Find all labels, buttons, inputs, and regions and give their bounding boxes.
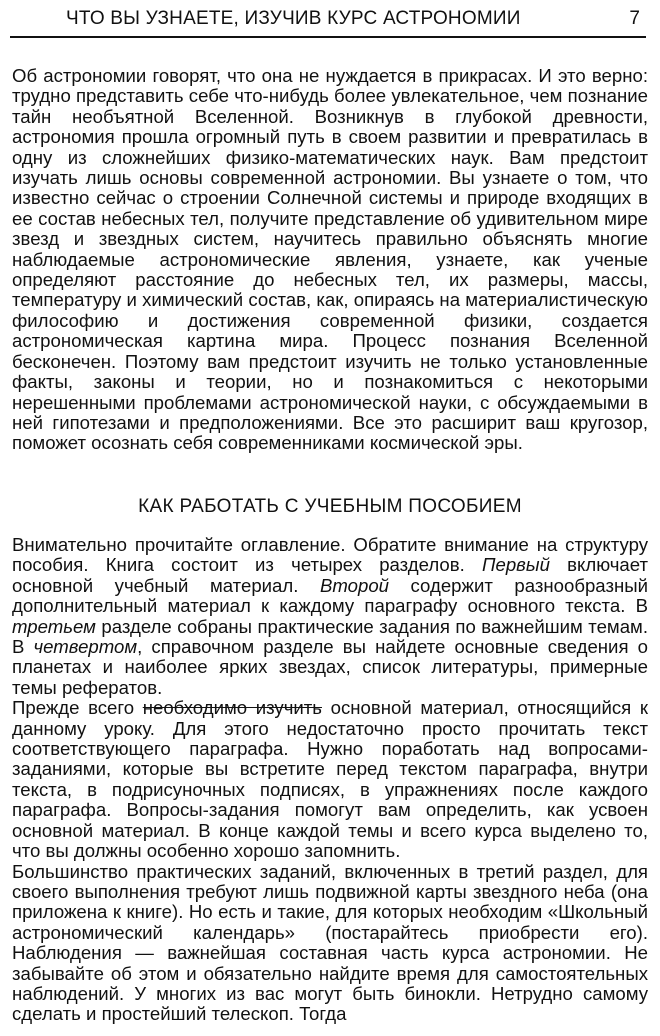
emphasis-third: третьем [12,615,96,637]
running-header [10,0,646,38]
paragraph-study-material [12,698,648,861]
emphasis-second: Второй [319,574,389,596]
emphasis-fourth: четвертом [33,636,138,658]
text-run: Прежде всего [12,697,143,719]
text-run: , справочном разделе вы найдете основные сведения о планетах и наиболее ярких звездах, список литературы, примерные темы рефератов. [12,636,648,698]
text-run: Внимательно прочитайте оглавление. Обратите внимание на структуру пособия. Книга состоит из четырех разделов. [12,534,648,576]
intro-paragraph: Об астрономии говорят, что она не нуждается в прикрасах. И это верно: трудно представить себе что-нибудь более увлекательное, чем познание тайн необъятной Вселенной. Возникнув в глубокой древности, астрономия прошла огромный путь в своем развитии и превратилась в одну из сложнейших физико-математических наук. Вам предстоит изучать лишь основы современной астрономии. Вы узнаете о том, что известно сейчас о строении Солнечной системы и природе входящих в ее состав небесных тел, получите представление об удивительном мире звезд и звездных систем, научитесь правильно объяснять многие наблюдаемые астрономические явления, узнаете, как ученые определяют расстояние до небесных тел, их размеры, массы, температуру и химический состав, как, опираясь на материалистическую философию и достижения современной физики, создается астрономическая картина мира. Процесс познания Вселенной бесконечен. Поэтому вам предстоит изучить не только установленные факты, законы и теории, но и познакомиться с некоторыми нерешенными проблемами астрономической науки, с обсуждаемыми в ней гипотезами и предположениями. Все это расширит ваш кругозор, поможет осознать себя современниками космической эры. [12,65,648,454]
emphasis-first: Первый [482,554,550,576]
paragraph-practical-tasks: Большинство практических заданий, включенных в третий раздел, для своего выполнения требуют лишь подвижной карты звездного неба (она приложена к книге). Но есть и такие, для которых необходим «Школьный астрономический календарь» (постарайтесь приобрести его). Наблюдения — важнейшая составная часть курса астрономии. Не забывайте об этом и обязательно найдите время для самостоятельных наблюдений. У многих из вас могут быть бинокли. Нетрудно самому сделать и простейший телескоп. Тогда [12,860,648,1025]
running-title: ЧТО ВЫ УЗНАЕТЕ, ИЗУЧИВ КУРС АСТРОНОМИИ [66,8,521,29]
text-run: основной материал, относящийся к данному уроку. Для этого недостаточно просто прочитать текст соответствующего параграфа. Нужно поработать над вопросами-заданиями, которые вы встретите перед текстом параграфа, внутри текста, в подрисуночных подписях, в упражнениях после каждого параграфа. Вопросы-задания помогут вам определить, как усвоен основной материал. В конце каждой темы и всего курса выделено то, что вы должны особенно хорошо запомнить. [12,697,648,862]
text-run: разделе собраны практические задания по важнейшим темам. В [12,615,648,658]
text-run: содержит разнообразный дополнительный материал к каждому параграфу основного текста. В [12,574,648,617]
intro-section [12,66,648,454]
text-run: включает основной учебный материал. [12,554,649,596]
paragraph-structure [12,535,648,698]
struck-text: необходимо изучить [142,697,322,719]
page-number: 7 [629,8,640,29]
instructions-section [12,535,648,1025]
section-heading: КАК РАБОТАТЬ С УЧЕБНЫМ ПОСОБИЕМ [138,496,522,517]
